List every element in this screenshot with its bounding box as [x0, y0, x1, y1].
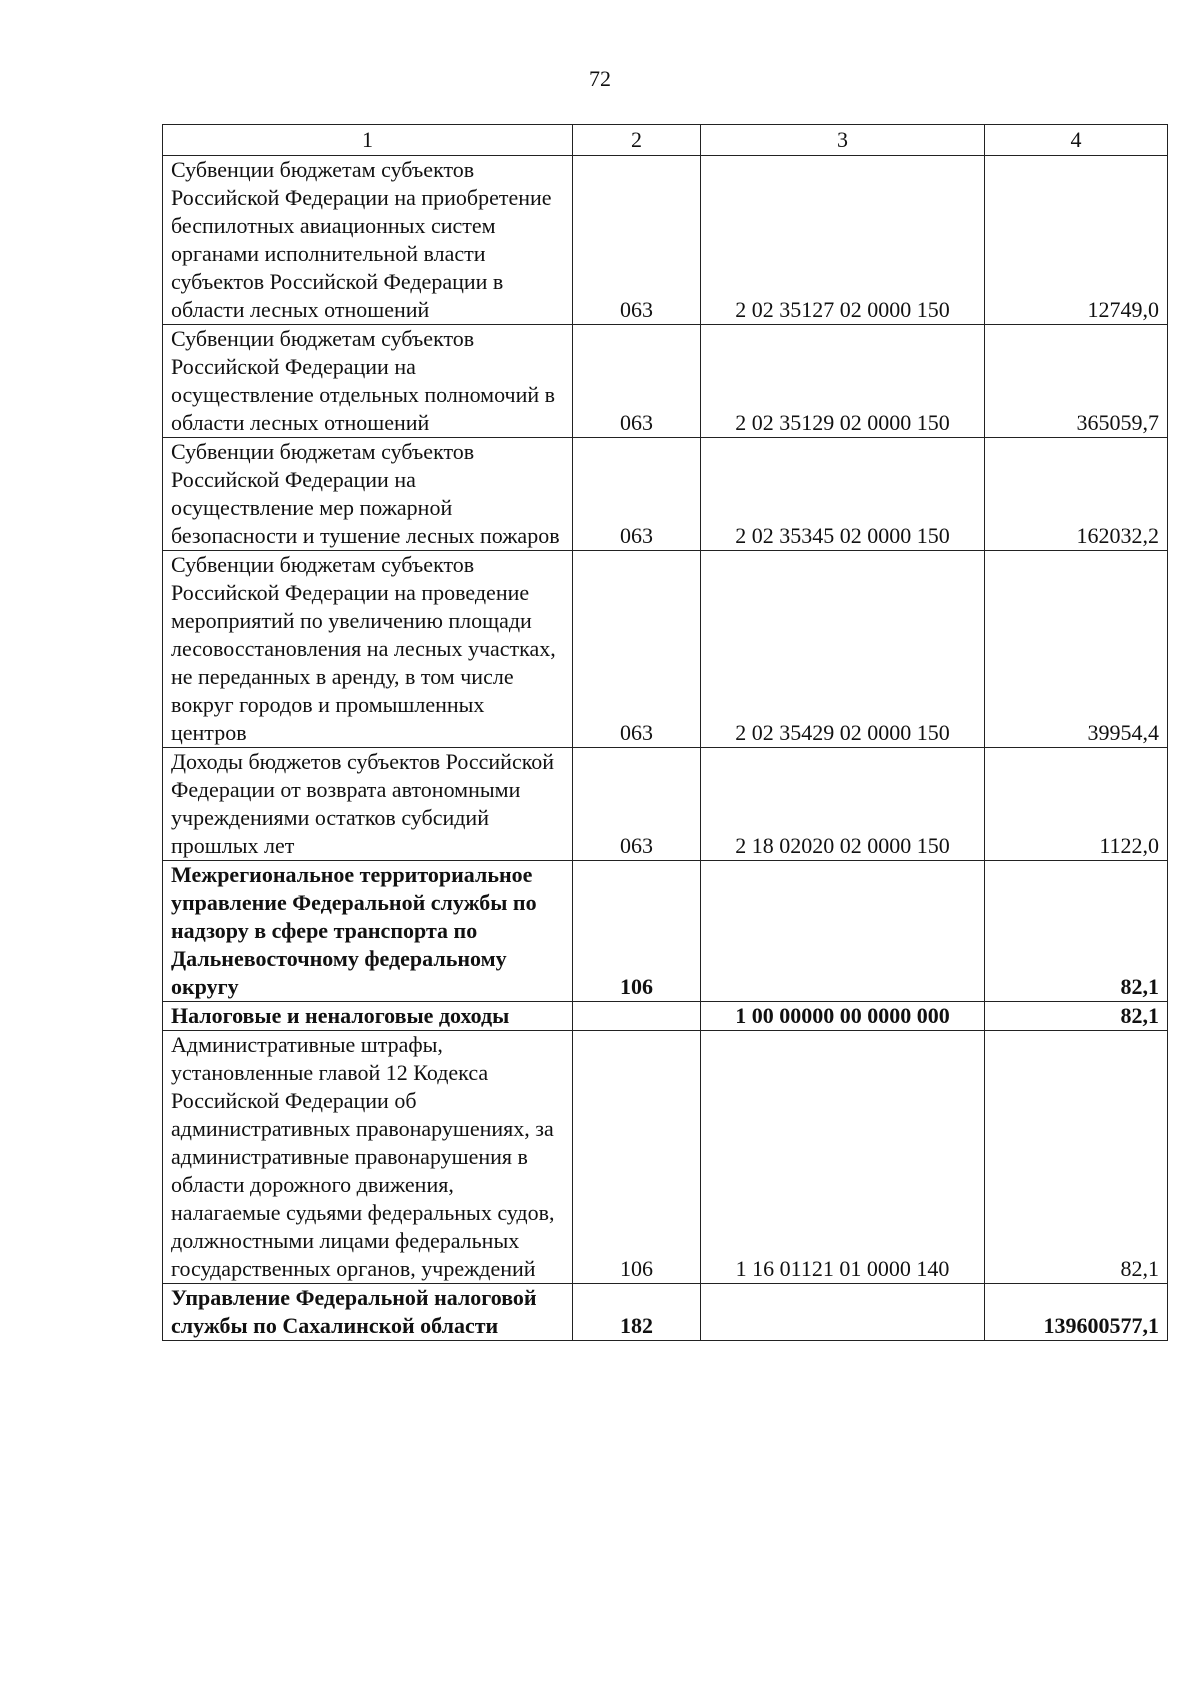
amount-cell: 39954,4	[985, 551, 1168, 748]
administrator-code-cell: 063	[573, 438, 701, 551]
classification-code-cell: 2 02 35129 02 0000 150	[701, 325, 985, 438]
revenue-name-cell: Субвенции бюджетам субъектов Российской Федерации на приобретение беспилотных авиационных систем органами исполнительной власти субъектов Российской Федерации в области лесных отношений	[163, 156, 573, 325]
amount-cell: 82,1	[985, 861, 1168, 1002]
revenue-name-cell: Субвенции бюджетам субъектов Российской Федерации на осуществление отдельных полномочий в области лесных отношений	[163, 325, 573, 438]
table-row	[163, 156, 1168, 325]
table-row	[163, 551, 1168, 748]
table-row	[163, 861, 1168, 1002]
header-cell-1: 1	[163, 125, 573, 156]
amount-cell: 1122,0	[985, 748, 1168, 861]
classification-code-cell: 1 00 00000 00 0000 000	[701, 1002, 985, 1031]
classification-code-cell: 2 02 35429 02 0000 150	[701, 551, 985, 748]
table-row	[163, 325, 1168, 438]
revenue-name-cell: Межрегиональное территориальное управление Федеральной службы по надзору в сфере транспорта по Дальневосточному федеральному округу	[163, 861, 573, 1002]
revenue-name-cell: Административные штрафы, установленные главой 12 Кодекса Российской Федерации об административных правонарушениях, за административные правонарушения в области дорожного движения, налагаемые судьями федеральных судов, должностными лицами федеральных государственных органов, учреждений	[163, 1031, 573, 1284]
classification-code-cell	[701, 861, 985, 1002]
administrator-code-cell	[573, 1002, 701, 1031]
header-cell-2: 2	[573, 125, 701, 156]
classification-code-cell: 2 02 35345 02 0000 150	[701, 438, 985, 551]
amount-cell: 82,1	[985, 1002, 1168, 1031]
revenue-name-cell: Доходы бюджетов субъектов Российской Федерации от возврата автономными учреждениями остатков субсидий прошлых лет	[163, 748, 573, 861]
classification-code-cell	[701, 1284, 985, 1341]
page-number: 72	[589, 66, 611, 91]
amount-cell: 162032,2	[985, 438, 1168, 551]
amount-cell: 12749,0	[985, 156, 1168, 325]
table-row	[163, 1002, 1168, 1031]
classification-code-cell: 2 02 35127 02 0000 150	[701, 156, 985, 325]
header-cell-3: 3	[701, 125, 985, 156]
amount-cell: 139600577,1	[985, 1284, 1168, 1341]
table-row	[163, 1031, 1168, 1284]
table-header-row	[163, 125, 1168, 156]
table-row	[163, 748, 1168, 861]
revenue-name-cell: Субвенции бюджетам субъектов Российской Федерации на проведение мероприятий по увеличению площади лесовосстановления на лесных участках, не переданных в аренду, в том числе вокруг городов и промышленных центров	[163, 551, 573, 748]
table-row	[163, 438, 1168, 551]
administrator-code-cell: 106	[573, 861, 701, 1002]
administrator-code-cell: 182	[573, 1284, 701, 1341]
administrator-code-cell: 063	[573, 325, 701, 438]
administrator-code-cell: 106	[573, 1031, 701, 1284]
budget-revenue-table	[162, 124, 1168, 1341]
table-row	[163, 1284, 1168, 1341]
administrator-code-cell: 063	[573, 156, 701, 325]
administrator-code-cell: 063	[573, 748, 701, 861]
revenue-name-cell: Управление Федеральной налоговой службы по Сахалинской области	[163, 1284, 573, 1341]
administrator-code-cell: 063	[573, 551, 701, 748]
amount-cell: 82,1	[985, 1031, 1168, 1284]
revenue-name-cell: Налоговые и неналоговые доходы	[163, 1002, 573, 1031]
classification-code-cell: 2 18 02020 02 0000 150	[701, 748, 985, 861]
revenue-name-cell: Субвенции бюджетам субъектов Российской Федерации на осуществление мер пожарной безопасности и тушение лесных пожаров	[163, 438, 573, 551]
classification-code-cell: 1 16 01121 01 0000 140	[701, 1031, 985, 1284]
amount-cell: 365059,7	[985, 325, 1168, 438]
header-cell-4: 4	[985, 125, 1168, 156]
